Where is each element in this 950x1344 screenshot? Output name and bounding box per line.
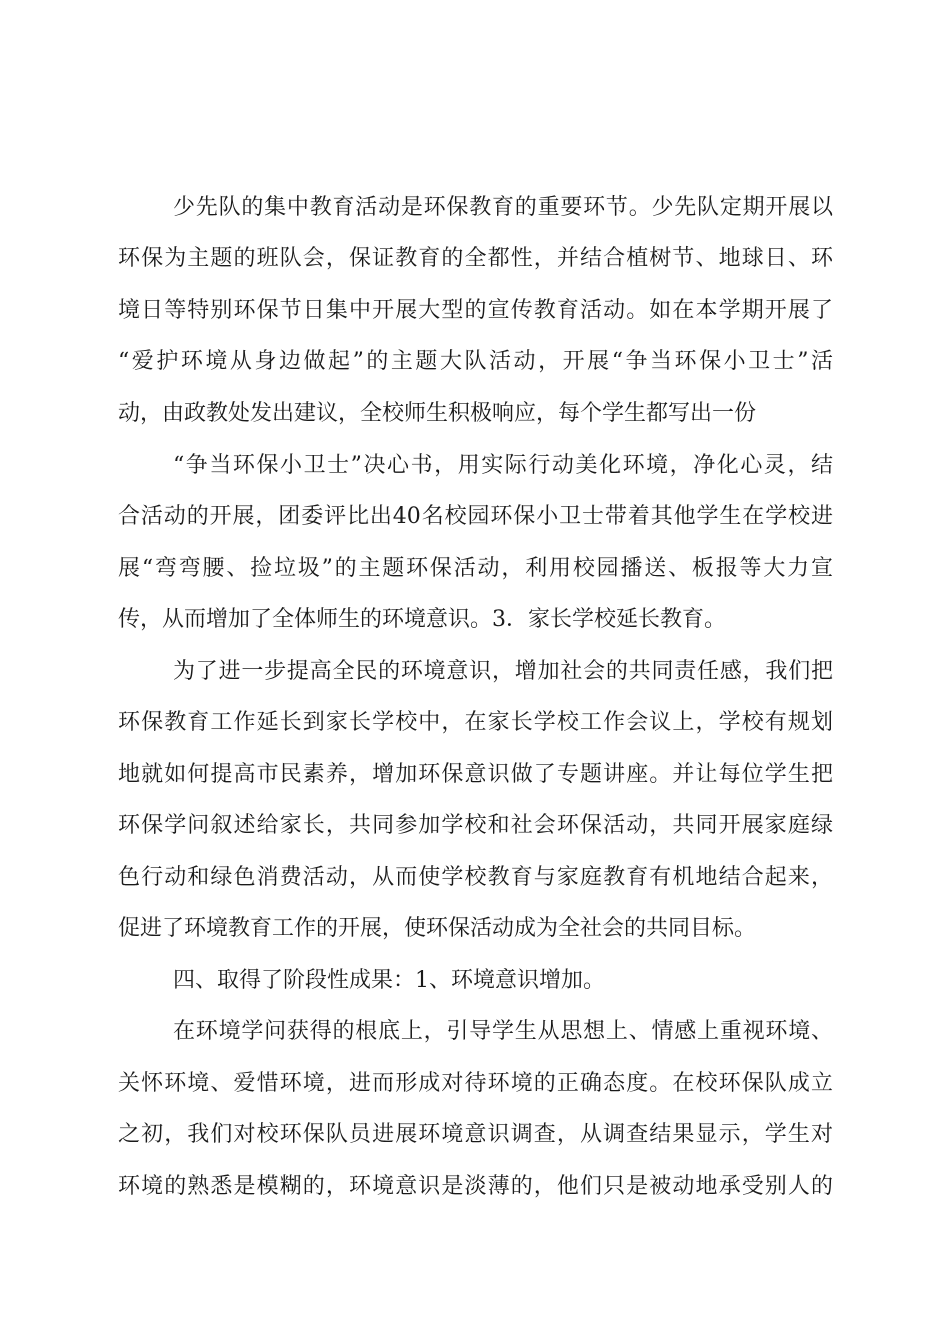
text-line: 环保学问叙述给家长，共同参加学校和社会环保活动，共同开展家庭绿: [118, 813, 833, 838]
text-line: 环境的熟悉是模糊的，环境意识是淡薄的，他们只是被动地承受别人的: [118, 1174, 833, 1199]
text-line: 动，由政教处发出建议，全校师生积极响应，每个学生都写出一份: [118, 401, 757, 426]
text-line: “争当环保小卫士”决心书，用实际行动美化环境，净化心灵，结: [173, 453, 833, 478]
text-line: 之初，我们对校环保队员进展环境意识调查，从调查结果显示，学生对: [118, 1122, 833, 1147]
text-line: 关怀环境、爱惜环境，进而形成对待环境的正确态度。在校环保队成立: [118, 1071, 833, 1096]
text-line: 地就如何提高市民素养，增加环保意识做了专题讲座。并让每位学生把: [118, 762, 833, 787]
text-line: 境日等特别环保节日集中开展大型的宣传教育活动。如在本学期开展了: [118, 298, 833, 323]
text-line: 传，从而增加了全体师生的环境意识。3．家长学校延长教育。: [118, 607, 726, 632]
text-line: 促进了环境教育工作的开展，使环保活动成为全社会的共同目标。: [118, 916, 757, 941]
text-line: 色行动和绿色消费活动，从而使学校教育与家庭教育有机地结合起来，: [118, 865, 833, 890]
text-line: 展“弯弯腰、捡垃圾”的主题环保活动，利用校园播送、板报等大力宣: [118, 556, 833, 581]
text-line: “爱护环境从身边做起”的主题大队活动，开展“争当环保小卫士”活: [118, 349, 833, 374]
text-line: 合活动的开展，团委评比出40名校园环保小卫士带着其他学生在学校进: [118, 504, 833, 529]
text-line: 少先队的集中教育活动是环保教育的重要环节。少先队定期开展以: [173, 195, 833, 220]
text-line: 在环境学问获得的根底上，引导学生从思想上、情感上重视环境、: [173, 1019, 833, 1044]
text-line: 环保为主题的班队会，保证教育的全都性，并结合植树节、地球日、环: [118, 246, 833, 271]
section-heading: 四、取得了阶段性成果：1、环境意识增加。: [173, 968, 605, 993]
text-line: 环保教育工作延长到家长学校中，在家长学校工作会议上，学校有规划: [118, 710, 833, 735]
text-line: 为了进一步提高全民的环境意识，增加社会的共同责任感，我们把: [173, 659, 833, 684]
